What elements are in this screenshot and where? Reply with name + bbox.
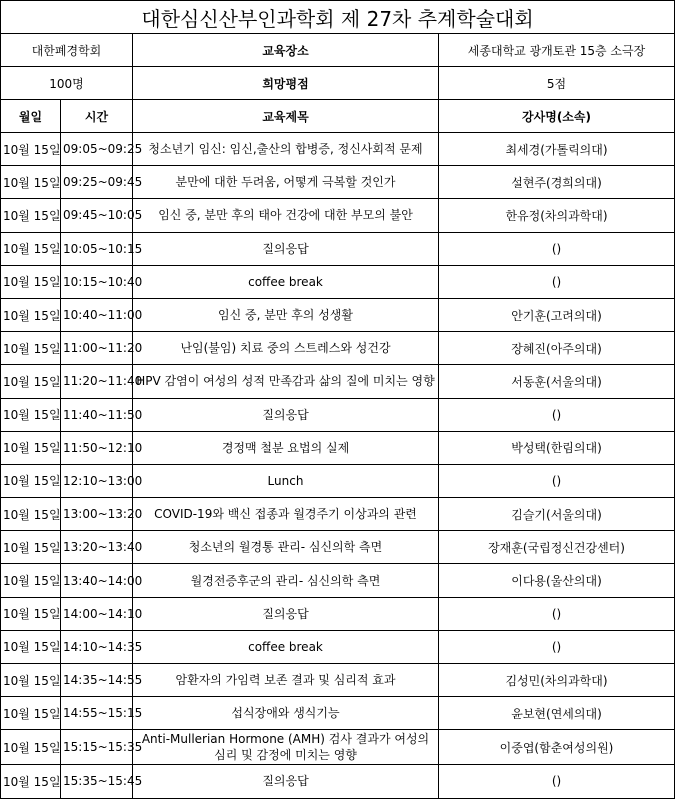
table-row bbox=[1, 332, 675, 365]
time-cell: 09:25~09:45 bbox=[61, 166, 133, 199]
lecturer-cell: 김슬기(서울의대) bbox=[439, 498, 675, 531]
time-cell: 10:15~10:40 bbox=[61, 265, 133, 298]
table-row bbox=[1, 398, 675, 431]
header-row bbox=[1, 100, 675, 133]
lecturer-cell: 최세경(가톨릭의대) bbox=[439, 133, 675, 166]
subject-cell: 난임(불임) 치료 중의 스트레스와 성건강 bbox=[133, 332, 439, 365]
table-row bbox=[1, 597, 675, 630]
table-row bbox=[1, 630, 675, 663]
date-cell: 10월 15일 bbox=[1, 431, 61, 464]
lecturer-cell: () bbox=[439, 630, 675, 663]
subject-cell: 암환자의 가임력 보존 결과 및 심리적 효과 bbox=[133, 664, 439, 697]
subject-cell: 질의응답 bbox=[133, 398, 439, 431]
date-cell: 10월 15일 bbox=[1, 232, 61, 265]
venue-label bbox=[133, 34, 439, 67]
date-cell: 10월 15일 bbox=[1, 630, 61, 663]
subject-cell: 섭식장애와 생식기능 bbox=[133, 697, 439, 730]
time-cell: 15:15~15:35 bbox=[61, 730, 133, 765]
table-row bbox=[1, 464, 675, 497]
table-row bbox=[1, 199, 675, 232]
date-cell: 10월 15일 bbox=[1, 564, 61, 597]
subject-cell: 질의응답 bbox=[133, 232, 439, 265]
venue-label-text: 교육장소 bbox=[262, 43, 309, 58]
title-row bbox=[1, 1, 675, 34]
table-row bbox=[1, 265, 675, 298]
table-row bbox=[1, 531, 675, 564]
subject-cell: Lunch bbox=[133, 464, 439, 497]
subject-cell: 질의응답 bbox=[133, 765, 439, 798]
subject-cell: 임신 중, 분만 후의 태아 건강에 대한 부모의 불안 bbox=[133, 199, 439, 232]
time-cell: 15:35~15:45 bbox=[61, 765, 133, 798]
info-row-points bbox=[1, 67, 675, 100]
lecturer-cell: () bbox=[439, 464, 675, 497]
lecturer-cell: 한유정(차의과학대) bbox=[439, 199, 675, 232]
table-row bbox=[1, 232, 675, 265]
lecturer-cell: 이중엽(함춘여성의원) bbox=[439, 730, 675, 765]
lecturer-cell: 서동훈(서울의대) bbox=[439, 365, 675, 398]
date-cell: 10월 15일 bbox=[1, 664, 61, 697]
time-cell: 13:40~14:00 bbox=[61, 564, 133, 597]
lecturer-cell: 윤보현(연세의대) bbox=[439, 697, 675, 730]
table-row bbox=[1, 365, 675, 398]
subject-cell: 청소년기 임신: 임신,출산의 합병증, 정신사회적 문제 bbox=[133, 133, 439, 166]
lecturer-cell: 안기훈(고려의대) bbox=[439, 298, 675, 331]
subject-cell: 월경전증후군의 관리- 심신의학 측면 bbox=[133, 564, 439, 597]
table-row bbox=[1, 498, 675, 531]
table-row bbox=[1, 166, 675, 199]
organizer-value: 대한폐경학회 bbox=[1, 34, 133, 67]
time-cell: 09:05~09:25 bbox=[61, 133, 133, 166]
table-row bbox=[1, 730, 675, 765]
table-row bbox=[1, 298, 675, 331]
date-cell: 10월 15일 bbox=[1, 531, 61, 564]
subject-cell: 질의응답 bbox=[133, 597, 439, 630]
time-cell: 14:55~15:15 bbox=[61, 697, 133, 730]
subject-cell: 경정맥 철분 요법의 실제 bbox=[133, 431, 439, 464]
table-row bbox=[1, 664, 675, 697]
time-cell: 11:00~11:20 bbox=[61, 332, 133, 365]
subject-cell: coffee break bbox=[133, 265, 439, 298]
venue-value bbox=[439, 34, 675, 67]
info-row-venue bbox=[1, 34, 675, 67]
subject-cell: coffee break bbox=[133, 630, 439, 663]
time-cell: 11:40~11:50 bbox=[61, 398, 133, 431]
subject-cell: 청소년의 월경통 관리- 심신의학 측면 bbox=[133, 531, 439, 564]
subject-cell: Anti-Mullerian Hormone (AMH) 검사 결과가 여성의 심리 및 감정에 미치는 영향 bbox=[133, 730, 439, 765]
venue-value-text: 세종대학교 광개토관 15층 소극장 bbox=[467, 43, 646, 58]
lecturer-cell: 이다용(울산의대) bbox=[439, 564, 675, 597]
lecturer-cell: 김성민(차의과학대) bbox=[439, 664, 675, 697]
time-cell: 10:40~11:00 bbox=[61, 298, 133, 331]
date-cell: 10월 15일 bbox=[1, 199, 61, 232]
date-cell: 10월 15일 bbox=[1, 730, 61, 765]
date-cell: 10월 15일 bbox=[1, 166, 61, 199]
time-cell: 11:20~11:40 bbox=[61, 365, 133, 398]
date-cell: 10월 15일 bbox=[1, 298, 61, 331]
lecturer-cell: 장혜진(아주의대) bbox=[439, 332, 675, 365]
lecturer-cell: () bbox=[439, 597, 675, 630]
time-cell: 14:00~14:10 bbox=[61, 597, 133, 630]
time-cell: 11:50~12:10 bbox=[61, 431, 133, 464]
header-time: 시간 bbox=[61, 100, 133, 133]
date-cell: 10월 15일 bbox=[1, 697, 61, 730]
date-cell: 10월 15일 bbox=[1, 464, 61, 497]
header-month-day: 월일 bbox=[1, 100, 61, 133]
table-row bbox=[1, 697, 675, 730]
lecturer-cell: 설현주(경희의대) bbox=[439, 166, 675, 199]
date-cell: 10월 15일 bbox=[1, 498, 61, 531]
lecturer-cell: () bbox=[439, 232, 675, 265]
header-subject: 교육제목 bbox=[133, 100, 439, 133]
capacity-value: 100명 bbox=[1, 67, 133, 100]
time-cell: 12:10~13:00 bbox=[61, 464, 133, 497]
time-cell: 09:45~10:05 bbox=[61, 199, 133, 232]
date-cell: 10월 15일 bbox=[1, 398, 61, 431]
time-cell: 14:10~14:35 bbox=[61, 630, 133, 663]
date-cell: 10월 15일 bbox=[1, 332, 61, 365]
table-row bbox=[1, 133, 675, 166]
table-row bbox=[1, 431, 675, 464]
subject-cell: COVID-19와 백신 접종과 월경주기 이상과의 관련 bbox=[133, 498, 439, 531]
table-row bbox=[1, 564, 675, 597]
page-title: 대한심신산부인과학회 제 27차 추계학술대회 bbox=[1, 1, 675, 34]
program-table-body bbox=[1, 1, 675, 799]
lecturer-cell: () bbox=[439, 765, 675, 798]
time-cell: 13:20~13:40 bbox=[61, 531, 133, 564]
subject-cell: 분만에 대한 두려움, 어떻게 극복할 것인가 bbox=[133, 166, 439, 199]
date-cell: 10월 15일 bbox=[1, 133, 61, 166]
subject-cell: HPV 감염이 여성의 성적 만족감과 삶의 질에 미치는 영향 bbox=[133, 365, 439, 398]
lecturer-cell: 박성택(한림의대) bbox=[439, 431, 675, 464]
points-value: 5점 bbox=[439, 67, 675, 100]
date-cell: 10월 15일 bbox=[1, 365, 61, 398]
table-row bbox=[1, 765, 675, 798]
lecturer-cell: () bbox=[439, 265, 675, 298]
lecturer-cell: 장재훈(국립정신건강센터) bbox=[439, 531, 675, 564]
date-cell: 10월 15일 bbox=[1, 265, 61, 298]
lecturer-cell: () bbox=[439, 398, 675, 431]
header-lecturer: 강사명(소속) bbox=[439, 100, 675, 133]
time-cell: 14:35~14:55 bbox=[61, 664, 133, 697]
subject-cell: 임신 중, 분만 후의 성생활 bbox=[133, 298, 439, 331]
time-cell: 13:00~13:20 bbox=[61, 498, 133, 531]
date-cell: 10월 15일 bbox=[1, 597, 61, 630]
time-cell: 10:05~10:15 bbox=[61, 232, 133, 265]
points-label: 희망평점 bbox=[133, 67, 439, 100]
date-cell: 10월 15일 bbox=[1, 765, 61, 798]
